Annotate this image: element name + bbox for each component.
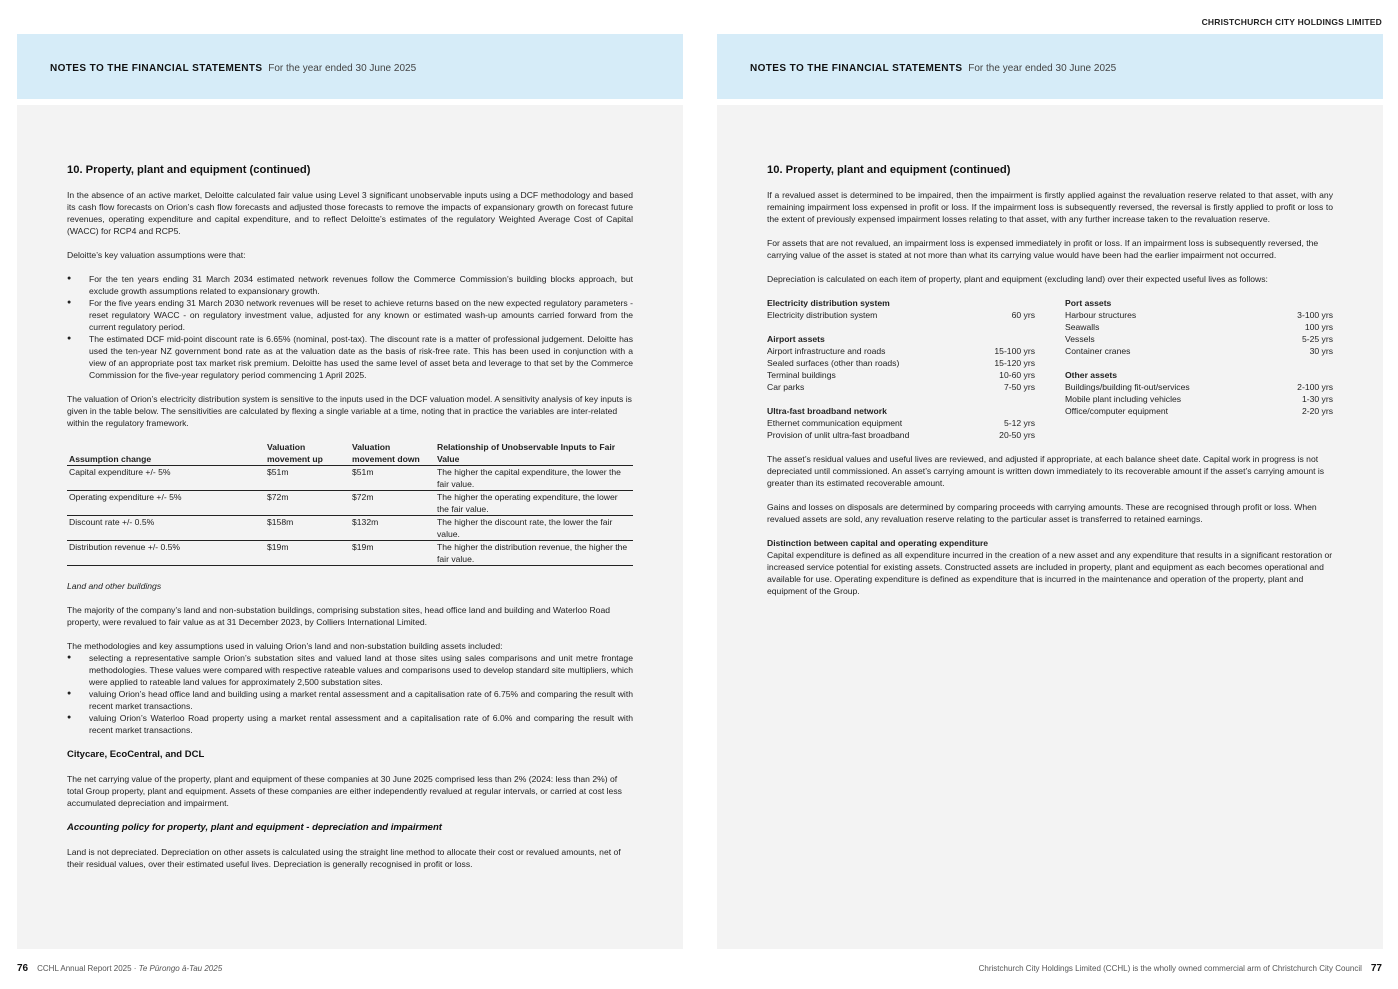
- table-cell: $51m: [350, 466, 435, 491]
- table-row: [67, 466, 633, 491]
- table-cell: Operating expenditure +/- 5%: [67, 491, 265, 516]
- asset-life: 5-12 yrs: [1003, 418, 1035, 428]
- table-cell: The higher the operating expenditure, the lower the fair value.: [435, 491, 633, 516]
- useful-life-row: [767, 381, 1035, 393]
- useful-life-row: [1065, 321, 1333, 333]
- table-cell: The higher the capital expenditure, the lower the fair value.: [435, 466, 633, 491]
- asset-life: 30 yrs: [1309, 346, 1333, 356]
- page-76: [17, 34, 683, 949]
- page-content: [67, 163, 633, 882]
- useful-life-row: [767, 345, 1035, 357]
- column-header: Valuation movement down: [350, 441, 435, 466]
- subsection-heading: Land and other buildings: [67, 581, 162, 591]
- table-cell: $158m: [265, 516, 350, 541]
- table-cell: The higher the discount rate, the lower the fair value.: [435, 516, 633, 541]
- asset-life: 1-30 yrs: [1301, 394, 1333, 404]
- list-item: ● valuing Orion’s Waterloo Road property using a market rental assessment and a capitalisation rate of 6.0% and comparing the result with recent market transactions.: [67, 712, 633, 736]
- useful-lives-table: [767, 297, 1333, 441]
- list-item: ● For the ten years ending 31 March 2034 estimated network revenues follow the Commerce Commission’s building blocks approach, but exclude growth assumptions related to expansionary growth.: [67, 273, 633, 297]
- useful-life-row: [767, 357, 1035, 369]
- banner-title: NOTES TO THE FINANCIAL STATEMENTS: [50, 63, 263, 74]
- table-cell: $72m: [265, 491, 350, 516]
- useful-life-row: [767, 369, 1035, 381]
- paragraph: If a revalued asset is determined to be impaired, then the impairment is firstly applied against the revaluation reserve related to that asset, with any remaining impairment loss expensed in profit or loss. If the impairment loss is subsequently reversed, the reversal is firstly applied to profit or loss to the extent of previously expensed impairment losses relating to that asset, with any further increase taken to the revaluation reserve.: [767, 190, 1333, 224]
- page-body: [17, 105, 683, 949]
- useful-life-row: [1065, 393, 1333, 405]
- page-content: [767, 163, 1333, 609]
- section-heading: 10. Property, plant and equipment (continued): [767, 164, 1011, 176]
- useful-life-row: [1065, 309, 1333, 321]
- asset-name: Harbour structures: [1065, 310, 1137, 320]
- footer-text: CCHL Annual Report 2025 ·: [37, 964, 139, 973]
- table-cell: Distribution revenue +/- 0.5%: [67, 541, 265, 566]
- asset-group-heading: Ultra-fast broadband network: [767, 406, 887, 416]
- asset-life: 60 yrs: [1011, 310, 1035, 320]
- useful-life-row: [767, 429, 1035, 441]
- banner-subtitle: For the year ended 30 June 2025: [268, 63, 417, 74]
- asset-name: Car parks: [767, 382, 805, 392]
- asset-life: 10-60 yrs: [999, 370, 1035, 380]
- table-cell: $19m: [350, 541, 435, 566]
- table-cell: Capital expenditure +/- 5%: [67, 466, 265, 491]
- table-header-row: [67, 441, 633, 466]
- asset-name: Vessels: [1065, 334, 1095, 344]
- page-body: [717, 105, 1383, 949]
- asset-life: 20-50 yrs: [999, 430, 1035, 440]
- bullet-list: [67, 652, 633, 736]
- asset-group-heading: Port assets: [1065, 298, 1112, 308]
- asset-life: 2-100 yrs: [1297, 382, 1333, 392]
- asset-group-heading: Electricity distribution system: [767, 298, 890, 308]
- paragraph: Gains and losses on disposals are determined by comparing proceeds with carrying amounts. These are recognised through profit or loss. When revalued assets are sold, any revaluation reserve relating to the particular asset is transferred to retained earnings.: [767, 502, 1317, 524]
- bullet-list: [67, 273, 633, 381]
- section-heading: 10. Property, plant and equipment (continued): [67, 164, 311, 176]
- asset-life: 100 yrs: [1304, 322, 1333, 332]
- footer-right: [979, 963, 1382, 974]
- useful-life-row: [767, 309, 1035, 321]
- useful-life-row: [1065, 345, 1333, 357]
- page-banner: [717, 34, 1383, 99]
- useful-life-row: [767, 417, 1035, 429]
- table-cell: $132m: [350, 516, 435, 541]
- paragraph: Capital expenditure is defined as all expenditure incurred in the creation of a new asset and any expenditure that results in a significant restoration or increased service potential for existing assets. Constructed assets are included in property, plant and equipment as each becomes operational and available for use. Operating expenditure is defined as expenditure that is incurred in the maintenance and operation of the property, plant and equipment of the Group.: [767, 550, 1333, 596]
- column-header: Valuation movement up: [265, 441, 350, 466]
- paragraph: Land is not depreciated. Depreciation on other assets is calculated using the straight line method to allocate their cost or revalued amounts, net of their residual values, over their estimated useful lives. Depreciation is generally recognised in profit or loss.: [67, 847, 621, 869]
- table-cell: $19m: [265, 541, 350, 566]
- banner-title: NOTES TO THE FINANCIAL STATEMENTS: [750, 63, 963, 74]
- page-number: 77: [1370, 963, 1382, 974]
- asset-life: 3-100 yrs: [1297, 310, 1333, 320]
- asset-name: Airport infrastructure and roads: [767, 346, 886, 356]
- asset-name: Container cranes: [1065, 346, 1131, 356]
- paragraph: The valuation of Orion’s electricity distribution system is sensitive to the inputs used in the DCF valuation model. A sensitivity analysis of key inputs is given in the table below. The sensitivities are calculated by flexing a single variable at a time, noting that in practice the variables are inter-related within the regulatory framework.: [67, 394, 632, 428]
- asset-name: Mobile plant including vehicles: [1065, 394, 1182, 404]
- footer-text-maori: Te Pūrongo ā-Tau 2025: [138, 964, 223, 973]
- asset-name: Sealed surfaces (other than roads): [767, 358, 900, 368]
- table-row: [67, 541, 633, 566]
- company-name: CHRISTCHURCH CITY HOLDINGS LIMITED: [1201, 17, 1382, 27]
- table-cell: Discount rate +/- 0.5%: [67, 516, 265, 541]
- footer-left: [17, 963, 222, 974]
- asset-life: 15-100 yrs: [994, 346, 1035, 356]
- useful-lives-column: [1065, 297, 1333, 441]
- page-banner: [17, 34, 683, 99]
- paragraph: Deloitte’s key valuation assumptions were that:: [67, 250, 246, 260]
- asset-name: Office/computer equipment: [1065, 406, 1169, 416]
- useful-life-row: [1065, 333, 1333, 345]
- asset-name: Ethernet communication equipment: [767, 418, 903, 428]
- paragraph: The methodologies and key assumptions used in valuing Orion’s land and non-substation building assets included:: [67, 641, 503, 651]
- asset-name: Seawalls: [1065, 322, 1100, 332]
- asset-name: Buildings/building fit-out/services: [1065, 382, 1190, 392]
- asset-life: 15-120 yrs: [994, 358, 1035, 368]
- asset-life: 2-20 yrs: [1301, 406, 1333, 416]
- paragraph: In the absence of an active market, Deloitte calculated fair value using Level 3 significant unobservable inputs using a DCF methodology and based its cash flow forecasts on Orion’s cash flow forecasts and adjusted those forecasts to remove the impacts of expansionary growth on forecast future revenues, operating expenditure and capital expenditure, and to reflect Deloitte’s estimates of the regulatory Weighted Average Cost of Capital (WACC) for RCP4 and RCP5.: [67, 190, 633, 236]
- useful-lives-column: [767, 297, 1035, 441]
- asset-name: Terminal buildings: [767, 370, 836, 380]
- paragraph: The majority of the company’s land and non-substation buildings, comprising substation sites, head office land and building and Waterloo Road property, were revalued to fair value as at 31 December 2023, by Colliers International Limited.: [67, 605, 611, 627]
- paragraph: For assets that are not revalued, an impairment loss is expensed immediately in profit or loss. If an impairment loss is subsequently reversed, the carrying value of the asset is stated at not more than what its carrying value would have been had the earlier impairment not occurred.: [767, 238, 1319, 260]
- asset-life: 7-50 yrs: [1003, 382, 1035, 392]
- column-header: Assumption change: [67, 441, 265, 466]
- useful-life-row: [1065, 405, 1333, 417]
- subsection-heading: Accounting policy for property, plant and equipment - depreciation and impairment: [67, 822, 442, 833]
- paragraph: Depreciation is calculated on each item of property, plant and equipment (excluding land) over their expected useful lives as follows:: [767, 274, 1268, 284]
- table-cell: The higher the distribution revenue, the higher the fair value.: [435, 541, 633, 566]
- column-header: Relationship of Unobservable Inputs to Fair Value: [435, 441, 633, 466]
- asset-name: Electricity distribution system: [767, 310, 878, 320]
- paragraph: The asset’s residual values and useful lives are reviewed, and adjusted if appropriate, at each balance sheet date. Capital work in progress is not depreciated until commissioned. An asset’s carrying amount is written down immediately to its recoverable amount if the asset’s carrying amount is greater than its estimated recoverable amount.: [767, 454, 1325, 488]
- subsection-heading: Distinction between capital and operating expenditure: [767, 538, 989, 548]
- asset-name: Provision of unlit ultra-fast broadband: [767, 430, 910, 440]
- page-77: [717, 34, 1383, 949]
- list-item: ● valuing Orion’s head office land and building using a market rental assessment and a capitalisation rate of 6.75% and comparing the result with recent market transactions.: [67, 688, 633, 712]
- asset-group-heading: Other assets: [1065, 370, 1118, 380]
- asset-life: 5-25 yrs: [1301, 334, 1333, 344]
- page-number: 76: [17, 963, 29, 974]
- paragraph: The net carrying value of the property, plant and equipment of these companies at 30 June 2025 comprised less than 2% (2024: less than 2%) of total Group property, plant and equipment. Assets of these companies are either independently revalued at regular intervals, or carried at cost less accumulated depreciation and impairment.: [67, 774, 622, 808]
- list-item: ● The estimated DCF mid-point discount rate is 6.65% (nominal, post-tax). The discount rate is a matter of professional judgement. Deloitte has used the ten-year NZ government bond rate as at the valuation date as the basis of risk-free rate. This has been used in conjunction with a view of an appropriate post tax market risk premium. Deloitte has used the same level of asset beta and leverage to that set by the Commerce Commission for the five-year regulatory period commencing 1 April 2025.: [67, 333, 633, 381]
- sensitivity-table: [67, 441, 633, 566]
- banner-subtitle: For the year ended 30 June 2025: [968, 63, 1117, 74]
- table-cell: $72m: [350, 491, 435, 516]
- useful-life-row: [1065, 381, 1333, 393]
- footer-text: Christchurch City Holdings Limited (CCHL) is the wholly owned commercial arm of Christchurch City Council: [978, 964, 1362, 973]
- table-row: [67, 516, 633, 541]
- table-cell: $51m: [265, 466, 350, 491]
- list-item: ● selecting a representative sample Orion’s substation sites and valued land at those sites using sales comparisons and unit metre frontage methodologies. These values were compared with respective rateable values and comparisons used to develop standard site multipliers, which were applied to rateable land values for approximately 2,500 substation sites.: [67, 652, 633, 688]
- list-item: ● For the five years ending 31 March 2030 network revenues will be reset to achieve returns based on the new expected regulatory parameters - reset regulatory WACC - on regulatory investment value, adjusted for any known or estimated wash-up amounts carried forward from the current regulatory period.: [67, 297, 633, 333]
- asset-group-heading: Airport assets: [767, 334, 825, 344]
- table-row: [67, 491, 633, 516]
- subsection-heading: Citycare, EcoCentral, and DCL: [67, 749, 205, 760]
